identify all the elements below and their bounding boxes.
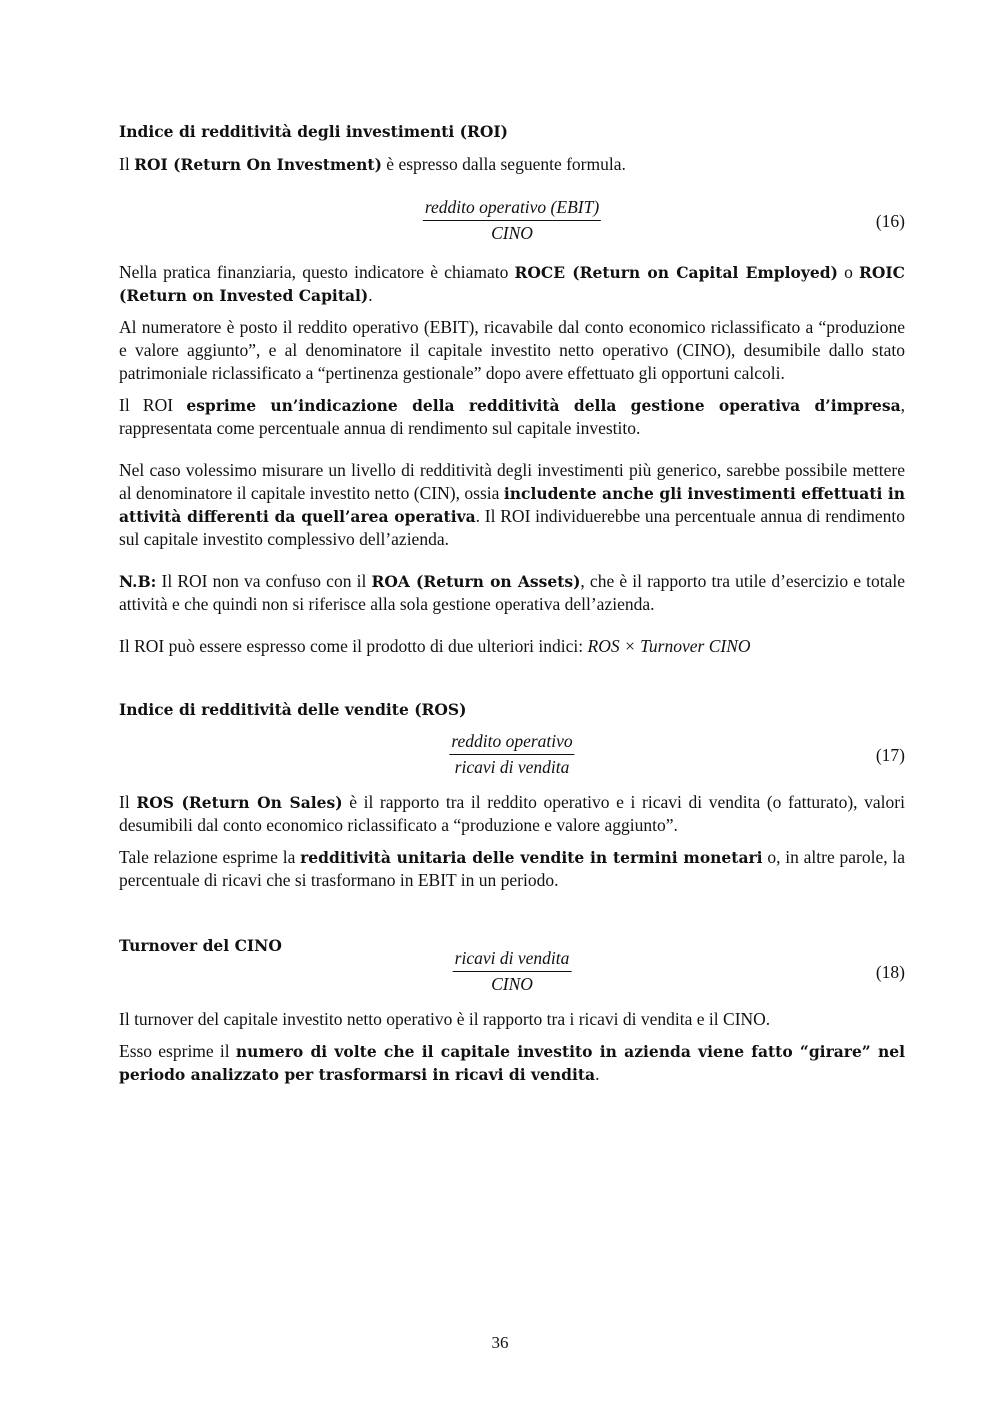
- fraction: [453, 948, 572, 995]
- bold-term: ROIC (Return on Invested Capital): [119, 263, 906, 305]
- ros-paragraph-1: Il ROS (Return On Sales) è il rapporto tra il reddito operativo e i ricavi di vendita (o fatturato), valori desumibili dal conto economico riclassificato a “produzione e valore aggiunto”.: [119, 792, 905, 835]
- bold-term: includente anche gli investimenti effettuati in attività differenti da quell’area operativa: [119, 484, 905, 526]
- fraction: [449, 731, 574, 778]
- equation-denominator: ricavi di vendita: [454, 757, 570, 777]
- equation-numerator: reddito operativo (EBIT): [423, 197, 601, 221]
- page-content: [119, 118, 905, 1086]
- roi-note: N.B: Il ROI non va confuso con il ROA (Return on Assets), che è il rapporto tra utile d’esercizio e totale attività e che quindi non si riferisce alla sola gestione operativa dell’azienda.: [119, 571, 905, 614]
- bold-term: esprime un’indicazione della redditività della gestione operativa d’impresa: [186, 396, 901, 415]
- inline-formula: ROS × Turnover CINO: [587, 636, 751, 656]
- page-number: 36: [491, 1333, 509, 1352]
- roi-intro: Il ROI (Return On Investment) è espresso dalla seguente formula.: [119, 154, 626, 174]
- equation-number: (16): [875, 211, 905, 231]
- section-heading-ros: Indice di redditività delle vendite (ROS): [119, 700, 467, 719]
- roi-paragraph-6: Il ROI può essere espresso come il prodotto di due ulteriori indici: ROS × Turnover CINO: [119, 636, 751, 656]
- bold-term: ROS (Return On Sales): [136, 793, 343, 812]
- equation-denominator: CINO: [491, 974, 533, 994]
- turnover-block: [119, 936, 905, 996]
- section-heading-roi: Indice di redditività degli investimenti (ROI): [119, 122, 508, 141]
- roi-paragraph-3: Il ROI esprime un’indicazione della redditività della gestione operativa d’impresa, rappresentata come percentuale annua di rendimento sul capitale investito.: [119, 395, 905, 438]
- equation-17: [119, 731, 905, 787]
- turnover-paragraph-2: Esso esprime il numero di volte che il capitale investito in azienda viene fatto “girare” nel periodo analizzato per trasformarsi in ricavi di vendita.: [119, 1041, 905, 1084]
- turnover-paragraph-1: Il turnover del capitale investito netto operativo è il rapporto tra i ricavi di vendita e il CINO.: [119, 1009, 771, 1029]
- equation-number: (18): [875, 962, 905, 982]
- ros-paragraph-2: Tale relazione esprime la redditività unitaria delle vendite in termini monetari o, in altre parole, la percentuale di ricavi che si trasformano in EBIT in un periodo.: [119, 847, 906, 890]
- roi-paragraph-1: Nella pratica finanziaria, questo indicatore è chiamato ROCE (Return on Capital Employed) o ROIC (Return on Invested Capital).: [119, 262, 906, 305]
- equation-16: [119, 197, 905, 253]
- equation-denominator: CINO: [491, 223, 533, 243]
- bold-term: ROI (Return On Investment): [134, 155, 382, 174]
- note-label: N.B:: [119, 572, 157, 591]
- roi-paragraph-2: Al numeratore è posto il reddito operativo (EBIT), ricavabile dal conto economico riclassificato a “produzione e valore aggiunto”, e al denominatore il capitale investito netto operativo (CINO), desumibile dallo stato patrimoniale riclassificato a “pertinenza gestionale” dopo avere effettuato gli opportuni calcoli.: [119, 317, 905, 383]
- equation-numerator: reddito operativo: [449, 731, 574, 755]
- bold-term: ROCE (Return on Capital Employed): [514, 263, 838, 282]
- roi-paragraph-4: Nel caso volessimo misurare un livello di redditività degli investimenti più generico, sarebbe possibile mettere al denominatore il capitale investito netto (CIN), ossia includente anche gli investimenti effettuati in attività differenti da quell’area operativa. Il ROI individuerebbe una percentuale annua di rendimento sul capitale investito complessivo dell’azienda.: [119, 460, 905, 549]
- equation-numerator: ricavi di vendita: [453, 948, 572, 972]
- section-heading-turnover: Turnover del CINO: [119, 936, 282, 955]
- equation-18: [119, 948, 905, 1004]
- bold-term: ROA (Return on Assets): [371, 572, 581, 591]
- fraction: [423, 197, 601, 244]
- bold-term: redditività unitaria delle vendite in termini monetari: [300, 848, 763, 867]
- equation-number: (17): [875, 745, 905, 765]
- bold-term: numero di volte che il capitale investito in azienda viene fatto “girare” nel periodo analizzato per trasformarsi in ricavi di vendita: [119, 1042, 905, 1084]
